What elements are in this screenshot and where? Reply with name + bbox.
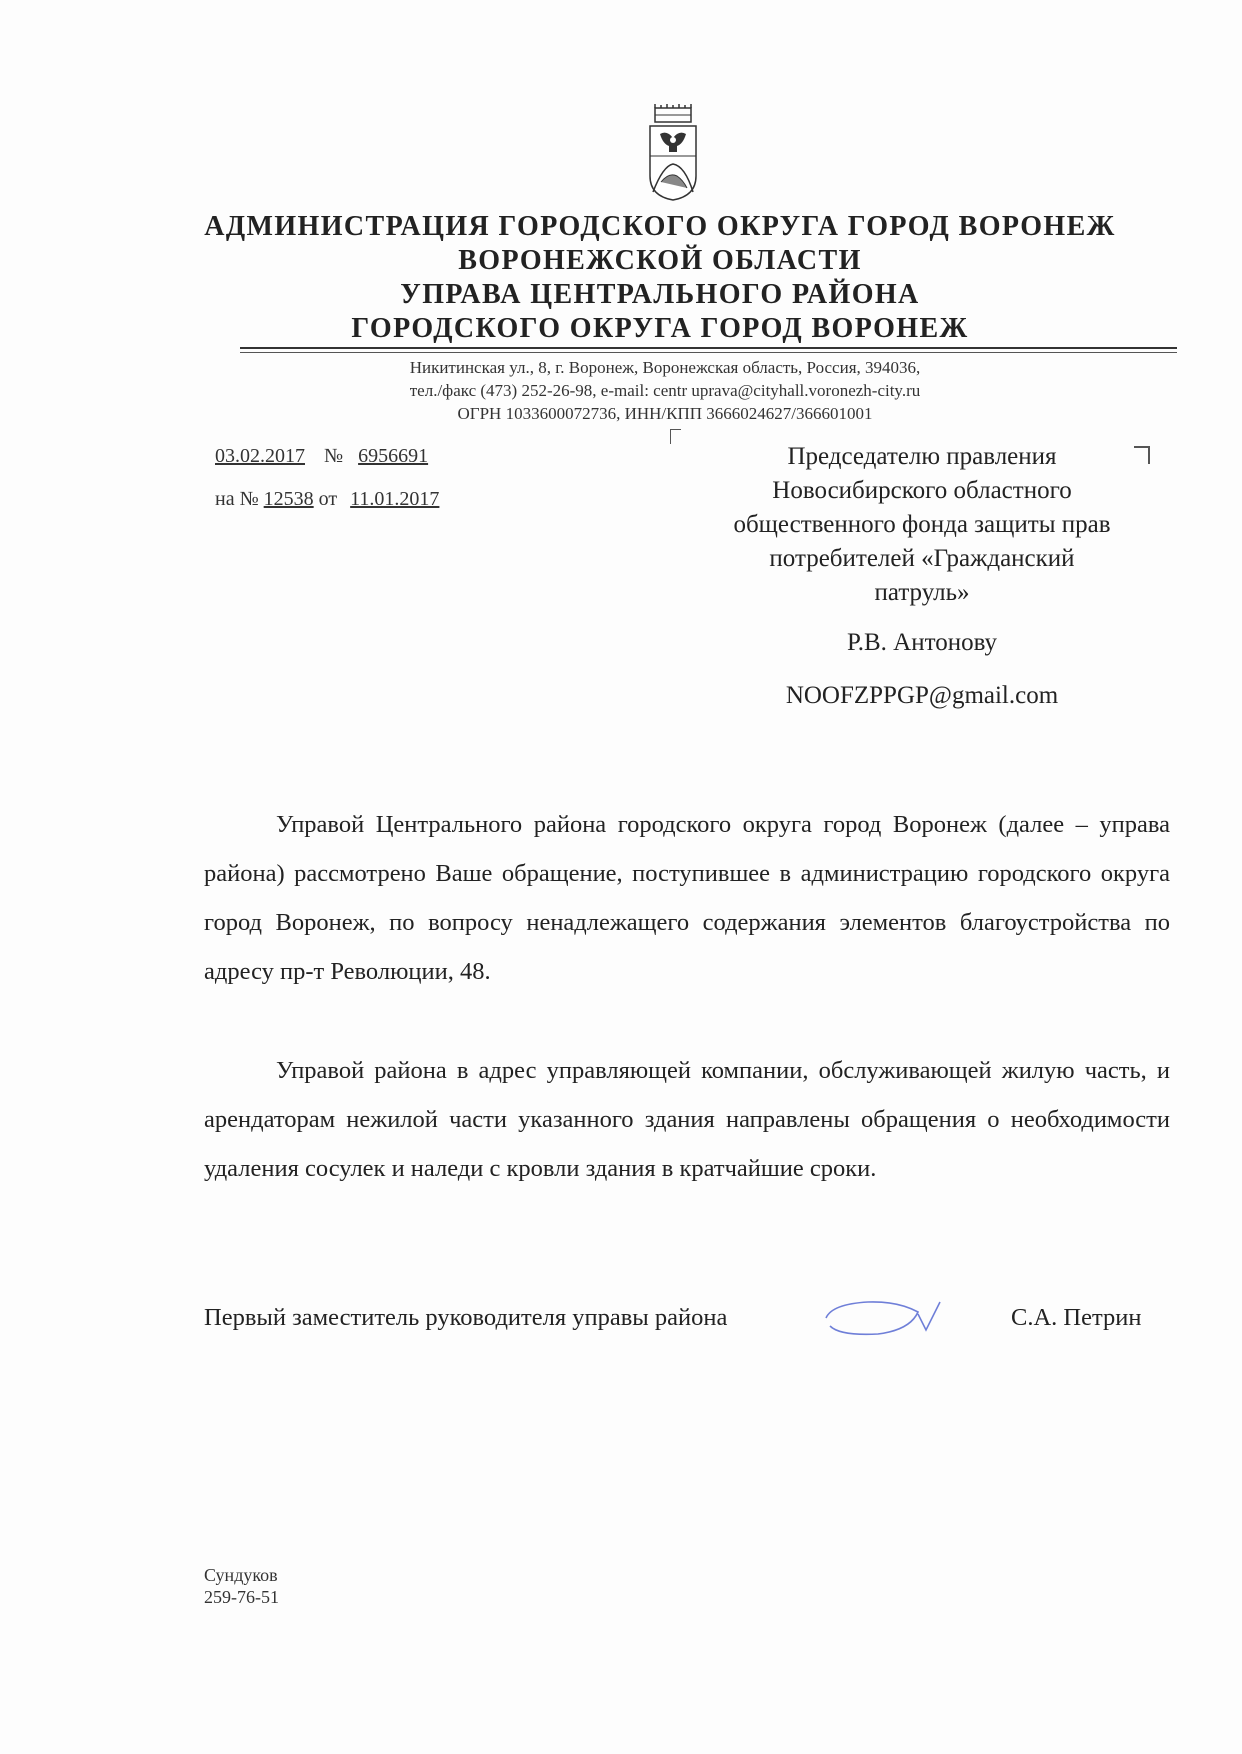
- addressee-line-1: Председателю правления: [787, 443, 1057, 470]
- org-title-line-1: АДМИНИСТРАЦИЯ ГОРОДСКОГО ОКРУГА ГОРОД ВОРОНЕЖ: [204, 211, 1116, 242]
- addressee-line-4: потребителей «Гражданский: [769, 545, 1075, 572]
- signatory-position: Первый заместитель руководителя управы района: [204, 1304, 728, 1331]
- contact-address-line: Никитинская ул., 8, г. Воронеж, Воронежская область, Россия, 394036,: [409, 358, 921, 377]
- outgoing-registration: [215, 445, 428, 468]
- addressee-line-5: патруль»: [874, 579, 970, 606]
- executor-phone: 259-76-51: [204, 1587, 279, 1607]
- reference-prefix: на №: [215, 488, 259, 510]
- body-paragraph-2: Управой района в адрес управляющей компании, обслуживающей жилую часть, и арендаторам нежилой части указанного здания направлены обращения о необходимости удаления сосулек и наледи с кровли здания в кратчайшие сроки.: [204, 1057, 1170, 1182]
- coat-of-arms-emblem: [647, 104, 699, 202]
- body-paragraph-1: Управой Центрального района городского округа город Воронеж (далее – управа района) рассмотрено Ваше обращение, поступившее в администрацию городского округа город Воронеж, по вопросу ненадлежащего содержания элементов благоустройства по адресу пр-т Революции, 48.: [204, 811, 1170, 985]
- contact-ogrn-inn-line: ОГРН 1033600072736, ИНН/КПП 3666024627/366601001: [457, 404, 873, 423]
- outgoing-date: 03.02.2017: [215, 445, 305, 467]
- number-sign: №: [324, 445, 344, 467]
- contact-phone-email-line: тел./факс (473) 252-26-98, e-mail: centr uprava@cityhall.voronezh-city.ru: [409, 381, 921, 400]
- header-divider-thick: [240, 347, 1177, 349]
- reference-from: от: [318, 488, 338, 510]
- handwritten-signature: [822, 1292, 952, 1340]
- addressee-name: Р.В. Антонову: [846, 629, 998, 656]
- org-title-line-3: УПРАВА ЦЕНТРАЛЬНОГО РАЙОНА: [400, 279, 920, 310]
- addressee-line-3: общественного фонда защиты прав: [733, 511, 1111, 538]
- address-field-corner-mark: [670, 429, 681, 444]
- incoming-reference: [215, 488, 439, 511]
- header-divider-thin: [240, 352, 1177, 353]
- reference-date: 11.01.2017: [350, 488, 440, 510]
- addressee-line-2: Новосибирского областного: [772, 477, 1072, 504]
- reference-number: 12538: [263, 488, 314, 510]
- signatory-name: С.А. Петрин: [1011, 1304, 1142, 1331]
- addressee-email: NOOFZPPGP@gmail.com: [785, 682, 1059, 709]
- org-title-line-2: ВОРОНЕЖСКОЙ ОБЛАСТИ: [458, 245, 862, 276]
- executor-name: Сундуков: [204, 1565, 278, 1585]
- org-title-line-4: ГОРОДСКОГО ОКРУГА ГОРОД ВОРОНЕЖ: [351, 313, 969, 344]
- outgoing-number: 6956691: [358, 445, 429, 467]
